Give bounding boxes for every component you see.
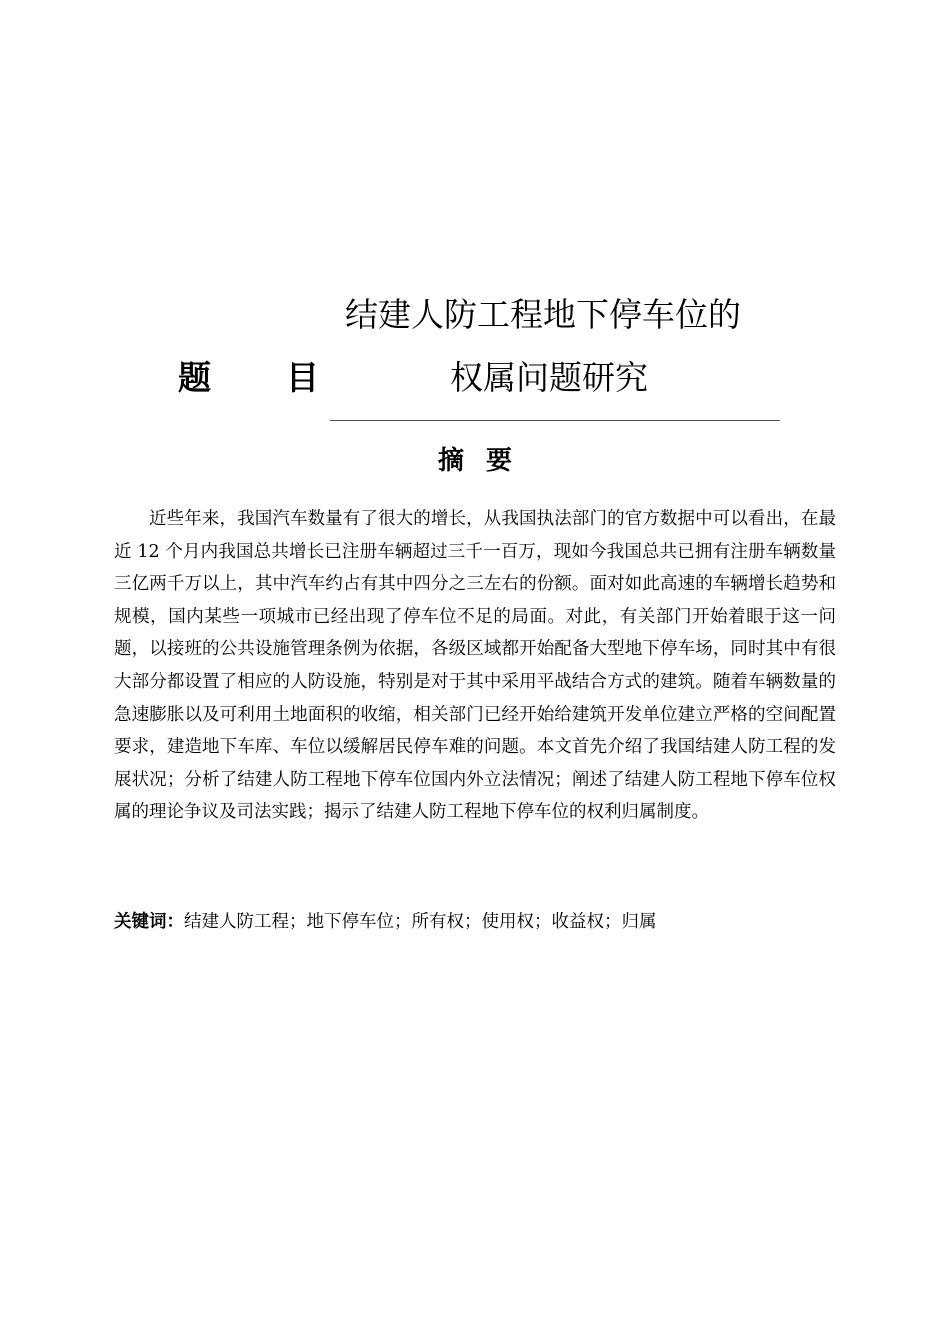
title-line-2: 权属问题研究 (450, 358, 648, 397)
abstract-heading: 摘要 (437, 446, 534, 476)
title-underline (330, 420, 780, 421)
title-label-char-1: 题 (178, 358, 211, 397)
title-label-char-2: 目 (286, 358, 319, 397)
keywords-label: 关键词： (114, 912, 184, 932)
abstract-body: 近些年来，我国汽车数量有了很大的增长，从我国执法部门的官方数据中可以看出，在最近 12 个月内我国总共增长已注册车辆超过三千一百万，现如今我国总共已拥有注册车辆数量三亿两千万以上，其中汽车约占有其中四分之三左右的份额。面对如此高速的车辆增长趋势和规模，国内某些一项城市已经出现了停车位不足的局面。对此，有关部门开始着眼于这一问题，以接班的公共设施管理条例为依据，各级区域都开始配备大型地下停车场，同时其中有很大部分都设置了相应的人防设施，特别是对于其中采用平战结合方式的建筑。随着车辆数量的急速膨胀以及可利用土地面积的收缩，相关部门已经开始给建筑开发单位建立严格的空间配置要求，建造地下车库、车位以缓解居民停车难的问题。本文首先介绍了我国结建人防工程的发展状况；分析了结建人防工程地下停车位国内外立法情况；阐述了结建人防工程地下停车位权属的理论争议及司法实践；揭示了结建人防工程地下停车位的权利归属制度。 (114, 509, 836, 823)
keywords-line (114, 906, 836, 938)
keywords-value: 结建人防工程；地下停车位；所有权；使用权；收益权；归属 (184, 912, 657, 932)
title-line-1: 结建人防工程地下停车位的 (345, 295, 741, 334)
